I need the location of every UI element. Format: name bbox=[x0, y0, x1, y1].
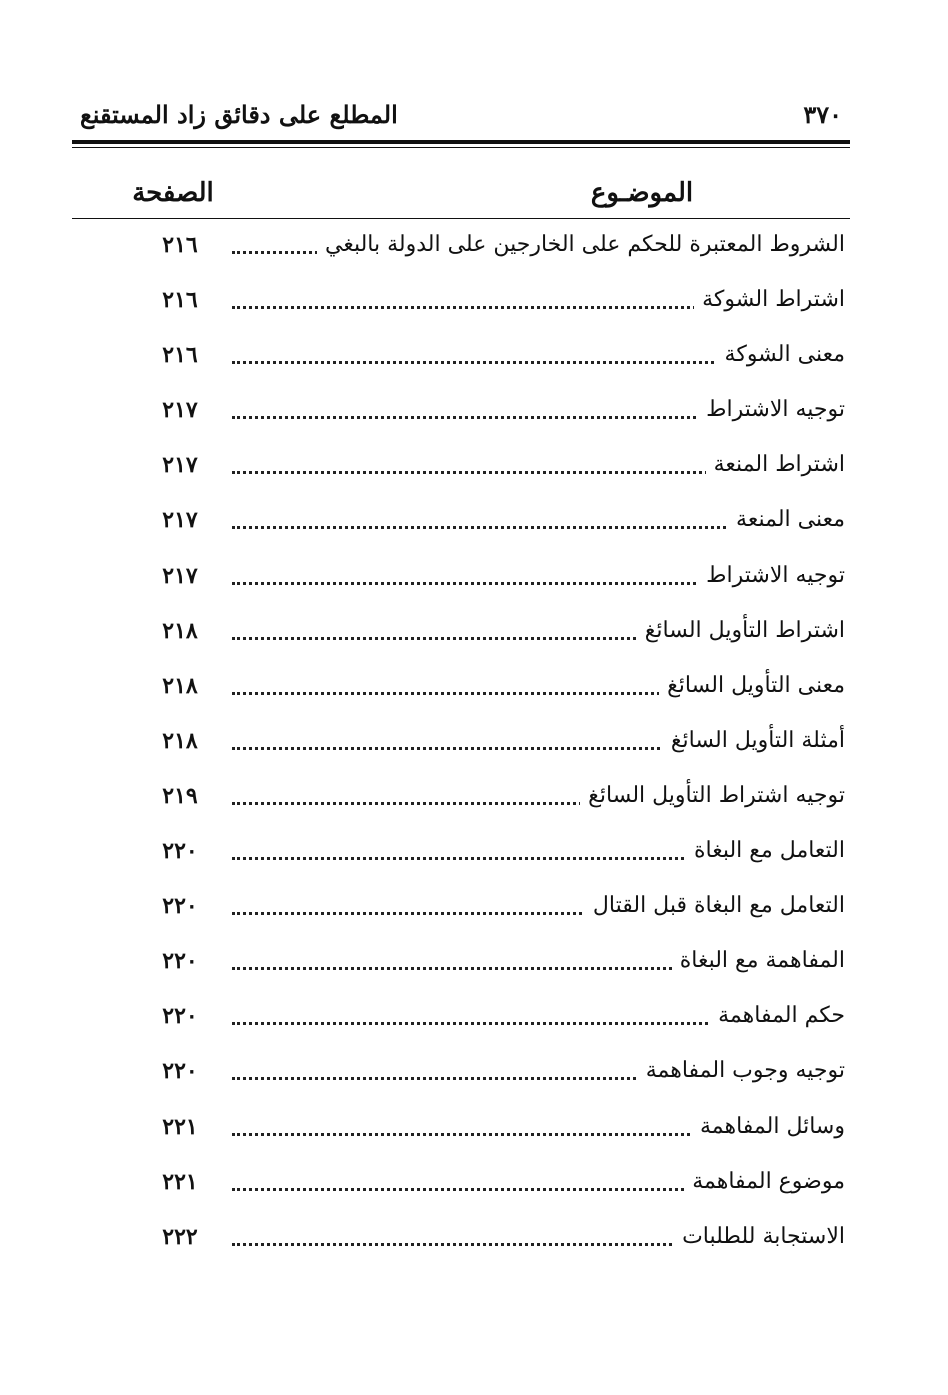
toc-entry bbox=[140, 1161, 845, 1216]
entry-title: الشروط المعتبرة للحكم على الخارجين على الدولة بالبغي bbox=[317, 232, 845, 257]
page-number: ٣٧٠ bbox=[803, 100, 842, 129]
header-rule-thick bbox=[72, 140, 850, 144]
running-header bbox=[72, 98, 850, 138]
toc-entry bbox=[140, 665, 845, 720]
toc-entry bbox=[140, 499, 845, 554]
topic-column-heading: الموضـوع bbox=[590, 178, 694, 208]
entry-title: التعامل مع البغاة bbox=[686, 838, 845, 863]
toc-entry bbox=[140, 334, 845, 389]
entry-title: توجيه الاشتراط bbox=[698, 563, 845, 588]
entry-title: وسائل المفاهمة bbox=[692, 1114, 845, 1139]
entry-page-number: ٢١٧ bbox=[162, 507, 198, 534]
toc-entry bbox=[140, 940, 845, 995]
toc-entry bbox=[140, 885, 845, 940]
entry-page-number: ٢١٩ bbox=[162, 782, 198, 809]
entry-title: معنى الشوكة bbox=[717, 342, 845, 367]
entry-title: توجيه الاشتراط bbox=[698, 397, 845, 422]
toc-entry bbox=[140, 720, 845, 775]
entry-title: اشتراط المنعة bbox=[706, 452, 845, 477]
entry-page-number: ٢٢٠ bbox=[162, 893, 198, 920]
entry-title: توجيه وجوب المفاهمة bbox=[638, 1058, 845, 1083]
entry-title: اشتراط الشوكة bbox=[694, 287, 845, 312]
entry-page-number: ٢٢٠ bbox=[162, 948, 198, 975]
column-headers bbox=[72, 172, 850, 218]
entry-page-number: ٢١٧ bbox=[162, 452, 198, 479]
toc-entry bbox=[140, 775, 845, 830]
entry-page-number: ٢١٦ bbox=[162, 232, 198, 258]
entry-title: موضوع المفاهمة bbox=[684, 1169, 845, 1194]
entry-page-number: ٢١٦ bbox=[162, 342, 198, 369]
entry-title: حكم المفاهمة bbox=[710, 1003, 845, 1028]
entry-page-number: ٢١٨ bbox=[162, 672, 198, 699]
toc-entry bbox=[140, 995, 845, 1050]
toc-entry bbox=[140, 224, 845, 279]
entry-title: اشتراط التأويل السائغ bbox=[637, 618, 845, 643]
entry-page-number: ٢٢٠ bbox=[162, 1058, 198, 1085]
entry-page-number: ٢١٨ bbox=[162, 727, 198, 754]
entry-page-number: ٢٢٠ bbox=[162, 1003, 198, 1030]
page-column-heading: الصفحة bbox=[132, 178, 214, 208]
entry-page-number: ٢٢١ bbox=[162, 1113, 198, 1140]
toc-entry bbox=[140, 389, 845, 444]
entry-title: المفاهمة مع البغاة bbox=[672, 948, 845, 973]
entry-title: توجيه اشتراط التأويل السائغ bbox=[580, 783, 845, 808]
entry-title: التعامل مع البغاة قبل القتال bbox=[585, 893, 845, 918]
toc-entry bbox=[140, 1106, 845, 1161]
toc-entry bbox=[140, 444, 845, 499]
toc-entry bbox=[140, 610, 845, 665]
entry-page-number: ٢١٧ bbox=[162, 562, 198, 589]
toc-entry bbox=[140, 555, 845, 610]
toc-entry bbox=[140, 1216, 845, 1271]
entry-page-number: ٢١٦ bbox=[162, 287, 198, 314]
entry-page-number: ٢١٨ bbox=[162, 617, 198, 644]
book-title: المطلع على دقائق زاد المستقنع bbox=[80, 100, 398, 129]
entry-page-number: ٢١٧ bbox=[162, 397, 198, 424]
toc-entry bbox=[140, 279, 845, 334]
entry-title: معنى المنعة bbox=[728, 507, 845, 532]
toc-entry bbox=[140, 830, 845, 885]
header-rule-thin bbox=[72, 147, 850, 148]
toc-entries bbox=[140, 224, 845, 1271]
entry-title: الاستجابة للطلبات bbox=[674, 1224, 845, 1249]
entry-page-number: ٢٢٢ bbox=[162, 1223, 198, 1250]
toc-entry bbox=[140, 1050, 845, 1105]
entry-title: أمثلة التأويل السائغ bbox=[663, 728, 845, 753]
entry-page-number: ٢٢١ bbox=[162, 1168, 198, 1195]
entry-page-number: ٢٢٠ bbox=[162, 838, 198, 865]
column-header-rule bbox=[72, 218, 850, 219]
entry-title: معنى التأويل السائغ bbox=[659, 673, 845, 698]
